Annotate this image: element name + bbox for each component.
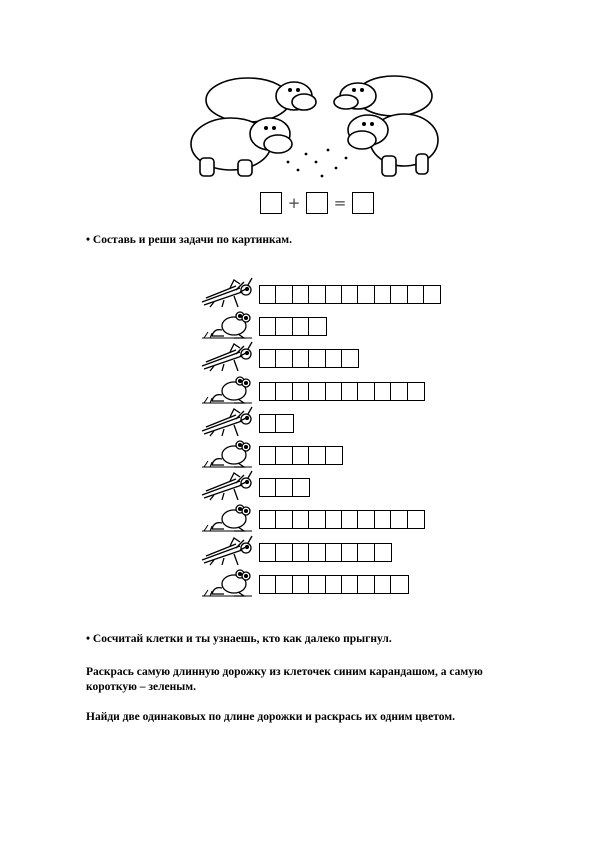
track-cell[interactable] bbox=[375, 576, 391, 593]
track-row bbox=[200, 405, 460, 437]
track-cell[interactable] bbox=[326, 383, 342, 400]
track-cell[interactable] bbox=[309, 286, 325, 303]
cell-track[interactable] bbox=[259, 349, 359, 368]
track-cell[interactable] bbox=[342, 350, 358, 367]
track-row bbox=[200, 308, 460, 340]
track-cell[interactable] bbox=[276, 544, 292, 561]
track-row bbox=[200, 373, 460, 405]
track-cell[interactable] bbox=[293, 286, 309, 303]
track-cell[interactable] bbox=[309, 511, 325, 528]
track-cell[interactable] bbox=[260, 447, 276, 464]
track-cell[interactable] bbox=[375, 511, 391, 528]
grasshopper-icon bbox=[200, 340, 254, 372]
frog-icon bbox=[200, 308, 254, 340]
track-cell[interactable] bbox=[276, 415, 292, 432]
track-cell[interactable] bbox=[309, 350, 325, 367]
instruction-color-longest-shortest: Раскрась самую длинную дорожку из клеточек синим карандашом, а самую короткую – зеленым. bbox=[86, 666, 483, 693]
equals-sign: = bbox=[333, 194, 347, 212]
track-cell[interactable] bbox=[260, 544, 276, 561]
instruction-count-cells: • Сосчитай клетки и ты узнаешь, кто как далеко прыгнул. bbox=[86, 633, 392, 645]
track-cell[interactable] bbox=[260, 415, 276, 432]
plus-sign: + bbox=[287, 194, 301, 212]
track-cell[interactable] bbox=[408, 511, 424, 528]
track-row bbox=[200, 276, 460, 308]
grasshopper-icon bbox=[200, 405, 254, 437]
cell-track[interactable] bbox=[259, 543, 392, 562]
track-cell[interactable] bbox=[358, 544, 374, 561]
track-cell[interactable] bbox=[293, 479, 309, 496]
track-cell[interactable] bbox=[358, 576, 374, 593]
grasshopper-icon bbox=[200, 469, 254, 501]
track-cell[interactable] bbox=[358, 511, 374, 528]
frog-icon bbox=[200, 566, 254, 598]
track-cell[interactable] bbox=[260, 350, 276, 367]
track-cell[interactable] bbox=[342, 576, 358, 593]
jump-tracks bbox=[200, 276, 460, 606]
track-cell[interactable] bbox=[375, 383, 391, 400]
track-cell[interactable] bbox=[276, 576, 292, 593]
track-cell[interactable] bbox=[293, 318, 309, 335]
cell-track[interactable] bbox=[259, 446, 343, 465]
track-cell[interactable] bbox=[326, 286, 342, 303]
track-cell[interactable] bbox=[309, 383, 325, 400]
track-row bbox=[200, 340, 460, 372]
track-cell[interactable] bbox=[342, 286, 358, 303]
track-cell[interactable] bbox=[276, 447, 292, 464]
track-cell[interactable] bbox=[293, 383, 309, 400]
frog-icon bbox=[200, 373, 254, 405]
hippos-illustration bbox=[186, 58, 440, 188]
track-cell[interactable] bbox=[342, 544, 358, 561]
cell-track[interactable] bbox=[259, 510, 425, 529]
equation-box[interactable] bbox=[352, 192, 374, 214]
cell-track[interactable] bbox=[259, 478, 310, 497]
track-cell[interactable] bbox=[293, 511, 309, 528]
track-cell[interactable] bbox=[342, 383, 358, 400]
track-row bbox=[200, 469, 460, 501]
track-cell[interactable] bbox=[309, 544, 325, 561]
frog-icon bbox=[200, 437, 254, 469]
track-cell[interactable] bbox=[276, 383, 292, 400]
track-cell[interactable] bbox=[276, 350, 292, 367]
track-cell[interactable] bbox=[391, 383, 407, 400]
track-cell[interactable] bbox=[358, 383, 374, 400]
track-cell[interactable] bbox=[326, 576, 342, 593]
track-cell[interactable] bbox=[260, 318, 276, 335]
track-cell[interactable] bbox=[260, 383, 276, 400]
equation-box[interactable] bbox=[306, 192, 328, 214]
track-row bbox=[200, 566, 460, 598]
track-cell[interactable] bbox=[326, 447, 342, 464]
track-cell[interactable] bbox=[408, 286, 424, 303]
track-cell[interactable] bbox=[391, 286, 407, 303]
track-row bbox=[200, 534, 460, 566]
track-cell[interactable] bbox=[391, 511, 407, 528]
track-cell[interactable] bbox=[326, 511, 342, 528]
track-cell[interactable] bbox=[309, 447, 325, 464]
cell-track[interactable] bbox=[259, 285, 441, 304]
track-cell[interactable] bbox=[276, 286, 292, 303]
track-cell[interactable] bbox=[260, 511, 276, 528]
track-row bbox=[200, 437, 460, 469]
cell-track[interactable] bbox=[259, 382, 425, 401]
track-cell[interactable] bbox=[293, 544, 309, 561]
track-cell[interactable] bbox=[276, 511, 292, 528]
track-cell[interactable] bbox=[326, 350, 342, 367]
grasshopper-icon bbox=[200, 534, 254, 566]
track-cell[interactable] bbox=[326, 544, 342, 561]
track-cell[interactable] bbox=[391, 576, 407, 593]
track-cell[interactable] bbox=[342, 511, 358, 528]
instruction-compose-problems: • Составь и реши задачи по картинкам. bbox=[86, 234, 292, 246]
cell-track[interactable] bbox=[259, 575, 409, 594]
track-cell[interactable] bbox=[358, 286, 374, 303]
track-cell[interactable] bbox=[293, 350, 309, 367]
track-cell[interactable] bbox=[309, 576, 325, 593]
grasshopper-icon bbox=[200, 276, 254, 308]
instruction-equal-tracks: Найди две одинаковых по длине дорожки и раскрась их одним цветом. bbox=[86, 711, 455, 723]
equation-box[interactable] bbox=[260, 192, 282, 214]
track-cell[interactable] bbox=[309, 318, 325, 335]
track-cell[interactable] bbox=[260, 286, 276, 303]
track-cell[interactable] bbox=[260, 576, 276, 593]
track-cell[interactable] bbox=[375, 286, 391, 303]
cell-track[interactable] bbox=[259, 414, 294, 433]
track-row bbox=[200, 501, 460, 533]
track-cell[interactable] bbox=[276, 479, 292, 496]
equation-boxes bbox=[260, 190, 374, 216]
track-cell[interactable] bbox=[260, 479, 276, 496]
cell-track[interactable] bbox=[259, 317, 327, 336]
track-cell[interactable] bbox=[424, 286, 440, 303]
frog-icon bbox=[200, 501, 254, 533]
track-cell[interactable] bbox=[276, 318, 292, 335]
track-cell[interactable] bbox=[293, 576, 309, 593]
track-cell[interactable] bbox=[408, 383, 424, 400]
track-cell[interactable] bbox=[375, 544, 391, 561]
track-cell[interactable] bbox=[293, 447, 309, 464]
